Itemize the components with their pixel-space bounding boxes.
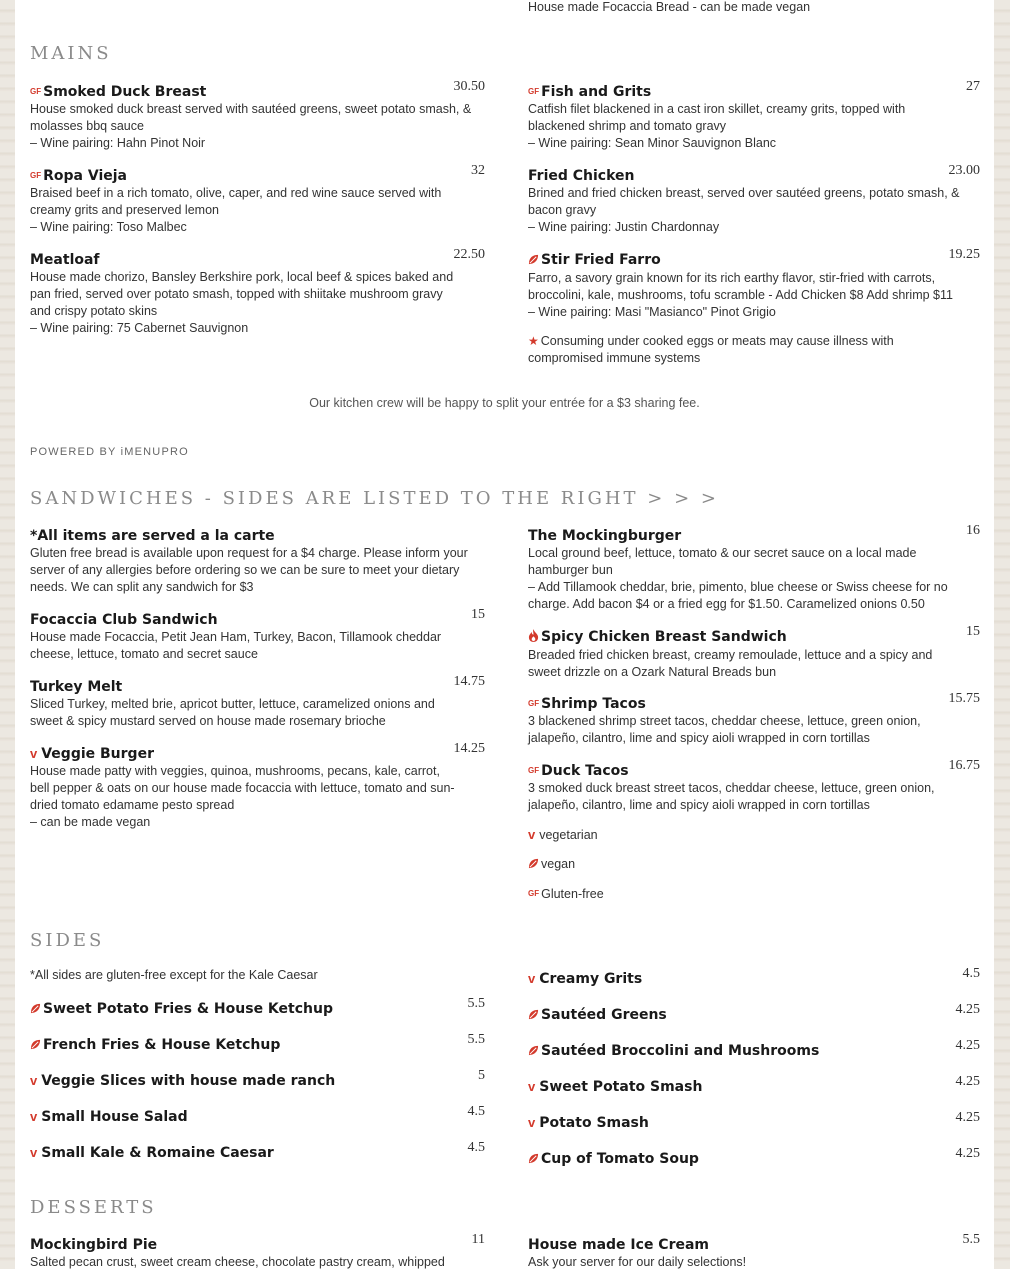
menu-item-description: blackened shrimp and tomato gravy	[528, 119, 727, 133]
menu-item	[528, 691, 980, 747]
menu-item-price: 11	[471, 1232, 485, 1247]
gluten-free-icon: GF	[528, 766, 540, 775]
menu-item-description: – Add Tillamook cheddar, brie, pimento, blue cheese or Swiss cheese for no	[528, 580, 948, 594]
menu-item-description: broccolini, kale, mushrooms, tofu scramble - Add Chicken $8 Add shrimp $11	[528, 288, 953, 302]
menu-item-price: 32	[471, 163, 485, 178]
side-item	[30, 996, 485, 1019]
side-item-name	[30, 1000, 485, 1019]
menu-item-description: Braised beef in a rich tomato, olive, caper, and red wine sauce served with	[30, 186, 442, 200]
side-item-name	[528, 1006, 980, 1025]
side-item-price: 4.5	[467, 1140, 485, 1155]
menu-item-name	[528, 762, 980, 780]
desserts-heading: DESSERTS	[30, 1197, 157, 1218]
menu-item-description: 3 blackened shrimp street tacos, cheddar cheese, lettuce, green onion,	[528, 714, 921, 728]
menu-item-description: Salted pecan crust, sweet cream cheese, chocolate pastry cream, whipped	[30, 1255, 445, 1269]
menu-item-description: bacon gravy	[528, 203, 597, 217]
menu-item-title: Stir Fried Farro	[541, 252, 661, 268]
side-item	[30, 1104, 485, 1126]
side-item	[30, 1140, 485, 1162]
menu-item-title: Focaccia Club Sandwich	[30, 612, 218, 628]
leaf-icon	[528, 858, 539, 872]
side-item-title: Creamy Grits	[539, 971, 643, 987]
side-item-price: 4.5	[962, 966, 980, 981]
menu-item-title: Fried Chicken	[528, 168, 635, 184]
menu-item	[528, 1232, 980, 1269]
vegetarian-icon: v	[528, 827, 536, 842]
vegan-leaf-icon	[528, 1151, 539, 1169]
vegetarian-icon: v	[528, 1115, 536, 1130]
menu-item	[30, 607, 485, 663]
menu-item	[528, 163, 980, 236]
side-item-title: Sautéed Broccolini and Mushrooms	[541, 1043, 820, 1059]
mains-heading: MAINS	[30, 43, 112, 64]
menu-item-price: 15	[966, 624, 980, 639]
menu-item	[528, 523, 980, 613]
legend-vegetarian	[528, 827, 598, 842]
side-item-title: French Fries & House Ketchup	[43, 1037, 281, 1053]
menu-item-title: Shrimp Tacos	[541, 696, 646, 712]
menu-item-description: – Wine pairing: Masi "Masianco" Pinot Grigio	[528, 305, 776, 319]
menu-item-description: creamy grits and preserved lemon	[30, 203, 219, 217]
menu-item-description: – Wine pairing: Hahn Pinot Noir	[30, 136, 206, 150]
side-item-price: 4.25	[955, 1002, 980, 1017]
side-item-price: 4.25	[955, 1110, 980, 1125]
menu-item-name	[30, 83, 485, 101]
menu-item-description: hamburger bun	[528, 563, 613, 577]
menu-item-description: Brined and fried chicken breast, served over sautéed greens, potato smash, &	[528, 186, 960, 200]
side-item-name	[30, 1144, 485, 1162]
side-item-name	[528, 970, 980, 988]
side-item-title: Small House Salad	[41, 1109, 188, 1125]
side-item-name	[528, 1114, 980, 1132]
menu-item-price: 23.00	[948, 163, 980, 178]
menu-item-title: Fish and Grits	[541, 84, 652, 100]
menu-item-description: Ask your server for our daily selections!	[528, 1255, 747, 1269]
side-item-title: Potato Smash	[539, 1115, 649, 1131]
menu-item-description: needs. We can split any sandwich for $3	[30, 580, 254, 594]
menu-item	[30, 741, 485, 831]
menu-item-description: – Wine pairing: Toso Malbec	[30, 220, 187, 234]
side-item-name	[30, 1036, 485, 1055]
menu-item-description: sweet & spicy mustard served on house made rosemary brioche	[30, 714, 386, 728]
menu-item-name	[528, 1236, 980, 1254]
menu-item-description: Farro, a savory grain known for its rich earthy flavor, stir-fried with carrots,	[528, 271, 936, 285]
menu-item-price: 5.5	[962, 1232, 980, 1247]
menu-item-name	[528, 695, 980, 713]
menu-item-description: sweet drizzle on a Ozark Natural Breads bun	[528, 665, 777, 679]
legend-gluten-free	[528, 887, 604, 901]
focaccia-note: House made Focaccia Bread - can be made vegan	[528, 0, 811, 14]
menu-item-title: Mockingbird Pie	[30, 1237, 158, 1253]
menu-item	[528, 247, 980, 321]
menu-item-description: Gluten free bread is available upon request for a $4 charge. Please inform your	[30, 546, 468, 560]
side-item-title: Sweet Potato Smash	[539, 1079, 703, 1095]
vegan-leaf-icon	[528, 1043, 539, 1061]
side-item-price: 4.5	[467, 1104, 485, 1119]
spicy-flame-icon	[528, 629, 539, 647]
side-item-name	[528, 1078, 980, 1096]
gluten-free-icon: GF	[528, 889, 540, 898]
vegetarian-icon: v	[30, 746, 38, 761]
side-item	[528, 1038, 980, 1061]
star-icon: ★	[528, 334, 539, 348]
gluten-free-icon: GF	[528, 699, 540, 708]
menu-item-title: *All items are served a la carte	[30, 528, 275, 544]
menu-item-description: House made Focaccia, Petit Jean Ham, Turkey, Bacon, Tillamook cheddar	[30, 630, 442, 644]
menu-item-description: – can be made vegan	[30, 815, 151, 829]
vegetarian-icon: v	[30, 1109, 38, 1124]
menu-item-title: Spicy Chicken Breast Sandwich	[541, 629, 787, 645]
sandwiches-heading: SANDWICHES - SIDES ARE LISTED TO THE RIGHT > > >	[30, 488, 719, 509]
side-item-title: Sweet Potato Fries & House Ketchup	[43, 1001, 333, 1017]
menu-item	[528, 758, 980, 814]
vegan-leaf-icon	[30, 1001, 41, 1019]
side-item	[528, 1074, 980, 1096]
menu-item-title: The Mockingburger	[528, 528, 682, 544]
menu-item-price: 16	[966, 523, 980, 538]
menu-item-description: and crispy potato skins	[30, 304, 158, 318]
side-item	[528, 1110, 980, 1132]
vegetarian-icon: v	[528, 971, 536, 986]
menu-item	[30, 674, 485, 730]
gluten-free-icon: GF	[528, 87, 540, 96]
menu-item-description: molasses bbq sauce	[30, 119, 144, 133]
menu-item-name	[30, 1236, 485, 1254]
menu-item-title: Meatloaf	[30, 252, 100, 268]
menu-item-title: Turkey Melt	[30, 679, 123, 695]
legend-gluten-free-label: Gluten-free	[541, 887, 604, 901]
side-item-price: 5	[478, 1068, 485, 1083]
menu-item	[30, 247, 485, 337]
vegetarian-icon: v	[30, 1145, 38, 1160]
side-item-name	[528, 1150, 980, 1169]
menu-item-price: 16.75	[948, 758, 980, 773]
menu-item	[528, 79, 980, 152]
menu-item-title: Ropa Vieja	[43, 168, 127, 184]
menu-item-description: Breaded fried chicken breast, creamy remoulade, lettuce and a spicy and	[528, 648, 933, 662]
menu-item-name	[30, 745, 485, 763]
side-item	[528, 966, 980, 988]
warning-line-1: Consuming under cooked eggs or meats may cause illness with	[540, 334, 894, 348]
side-item	[528, 1146, 980, 1169]
side-item-title: Sautéed Greens	[541, 1007, 667, 1023]
menu-item-price: 14.75	[453, 674, 485, 689]
menu-item	[30, 527, 485, 596]
menu-item-description: – Wine pairing: 75 Cabernet Sauvignon	[30, 321, 249, 335]
vegan-leaf-icon	[30, 1037, 41, 1055]
side-item-price: 5.5	[467, 996, 485, 1011]
sides-heading: SIDES	[30, 930, 105, 951]
menu-item-name	[30, 167, 485, 185]
menu-item-price: 15	[471, 607, 485, 622]
sides-note: *All sides are gluten-free except for the Kale Caesar	[30, 968, 318, 982]
menu-item-name	[528, 83, 980, 101]
menu-item-price: 22.50	[453, 247, 485, 262]
menu-item-description: – Wine pairing: Sean Minor Sauvignon Blanc	[528, 136, 777, 150]
menu-item-title: Veggie Burger	[41, 746, 154, 762]
menu-item-title: House made Ice Cream	[528, 1237, 710, 1253]
vegan-leaf-icon	[528, 1007, 539, 1025]
menu-item-name	[528, 527, 980, 545]
menu-item-description: jalapeño, cilantro, lime and spicy aioli wrapped in corn tortillas	[528, 798, 870, 812]
raw-food-warning	[528, 333, 983, 367]
menu-item	[30, 1232, 485, 1269]
legend-vegetarian-label: vegetarian	[539, 828, 598, 842]
menu-item-description: charge. Add bacon $4 or a fried egg for $1.50. Caramelized onions 0.50	[528, 597, 925, 611]
side-item-title: Veggie Slices with house made ranch	[41, 1073, 336, 1089]
side-item-price: 5.5	[467, 1032, 485, 1047]
side-item-name	[528, 1042, 980, 1061]
menu-item-description: House made patty with veggies, quinoa, mushrooms, pecans, kale, carrot,	[30, 764, 440, 778]
menu-item-description: Sliced Turkey, melted brie, apricot butter, lettuce, caramelized onions and	[30, 697, 435, 711]
menu-item-name	[528, 167, 980, 185]
menu-item-price: 14.25	[453, 741, 485, 756]
menu-item-name	[30, 611, 485, 629]
side-item-title: Small Kale & Romaine Caesar	[41, 1145, 274, 1161]
menu-item-description: pan fried, served over potato smash, topped with shiitake mushroom gravy	[30, 287, 443, 301]
menu-item	[30, 163, 485, 236]
menu-item-description: bell pepper & oats on our house made focaccia with lettuce, tomato and sun-	[30, 781, 455, 795]
menu-item-title: Smoked Duck Breast	[43, 84, 207, 100]
vegetarian-icon: v	[30, 1073, 38, 1088]
gluten-free-icon: GF	[30, 171, 42, 180]
powered-by-link[interactable]: POWERED BY iMENUPRO	[30, 446, 189, 458]
menu-item-description: cheese, lettuce, tomato and secret sauce	[30, 647, 258, 661]
warning-line-2: compromised immune systems	[528, 351, 701, 365]
menu-item-description: server of any allergies before ordering so we can be sure to meet your dietary	[30, 563, 460, 577]
side-item-price: 4.25	[955, 1146, 980, 1161]
side-item-price: 4.25	[955, 1074, 980, 1089]
menu-item-description: 3 smoked duck breast street tacos, cheddar cheese, lettuce, green onion,	[528, 781, 935, 795]
menu-item-name	[30, 251, 485, 269]
side-item-name	[30, 1072, 485, 1090]
menu-item-description: dried tomato edamame pesto spread	[30, 798, 235, 812]
menu-page	[15, 0, 994, 1269]
menu-item-description: jalapeño, cilantro, lime and spicy aioli wrapped in corn tortillas	[528, 731, 870, 745]
menu-item-description: – Wine pairing: Justin Chardonnay	[528, 220, 720, 234]
side-item-price: 4.25	[955, 1038, 980, 1053]
menu-item-price: 27	[966, 79, 980, 94]
menu-item-price: 30.50	[453, 79, 485, 94]
menu-item-price: 15.75	[948, 691, 980, 706]
side-item-name	[30, 1108, 485, 1126]
legend-vegan	[528, 857, 575, 872]
menu-item-title: Duck Tacos	[541, 763, 629, 779]
side-item	[528, 1002, 980, 1025]
side-item	[30, 1068, 485, 1090]
menu-item	[528, 624, 980, 681]
vegetarian-icon: v	[528, 1079, 536, 1094]
menu-item	[30, 79, 485, 152]
vegan-leaf-icon	[528, 252, 539, 270]
gluten-free-icon: GF	[30, 87, 42, 96]
side-item-title: Cup of Tomato Soup	[541, 1151, 699, 1167]
menu-item-name	[30, 527, 485, 545]
menu-item-description: Local ground beef, lettuce, tomato & our secret sauce on a local made	[528, 546, 917, 560]
menu-item-name	[528, 628, 980, 647]
menu-item-price: 19.25	[948, 247, 980, 262]
menu-item-description: House smoked duck breast served with sautéed greens, sweet potato smash, &	[30, 102, 472, 116]
legend-vegan-label: vegan	[541, 857, 576, 871]
menu-item-description: Catfish filet blackened in a cast iron skillet, creamy grits, topped with	[528, 102, 906, 116]
menu-item-description: House made chorizo, Bansley Berkshire pork, local beef & spices baked and	[30, 270, 454, 284]
menu-item-name	[30, 678, 485, 696]
side-item	[30, 1032, 485, 1055]
menu-item-name	[528, 251, 980, 270]
sharing-fee-note: Our kitchen crew will be happy to split your entrée for a $3 sharing fee.	[309, 396, 700, 410]
